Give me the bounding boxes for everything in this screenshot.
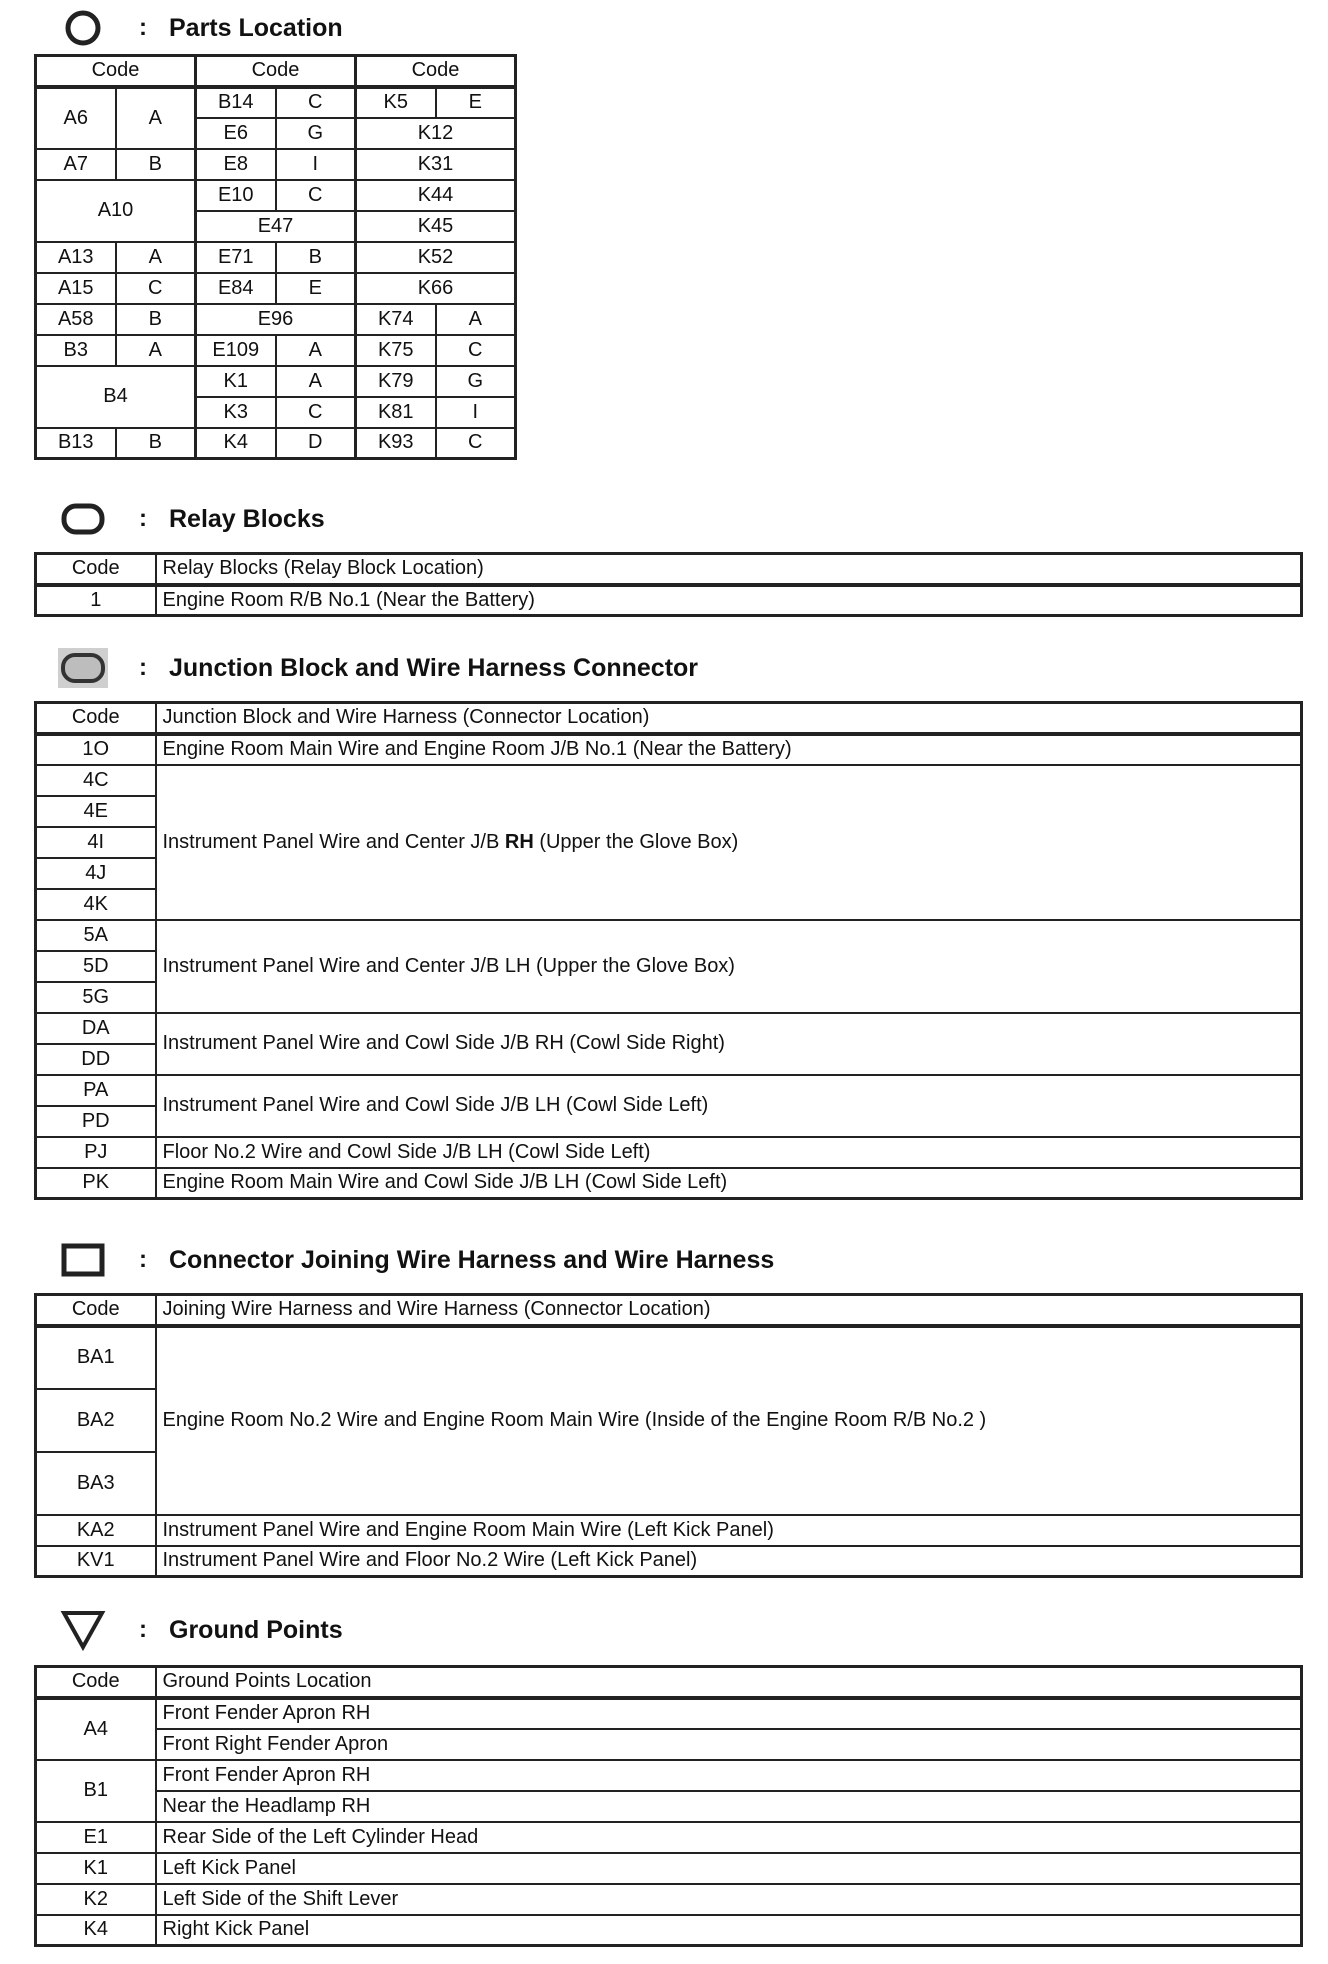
part-code: A7 [36, 149, 116, 180]
square-symbol-icon [55, 1238, 111, 1282]
part-location-letter: I [436, 397, 516, 428]
junction-code: 5G [36, 982, 156, 1013]
part-code: K12 [356, 118, 516, 149]
connector-code: KA2 [36, 1515, 156, 1546]
junction-code: PA [36, 1075, 156, 1106]
parts-location-table [34, 54, 517, 460]
part-code: K52 [356, 242, 516, 273]
table-row [36, 1515, 1302, 1546]
relay-blocks-heading [55, 497, 325, 541]
table-row [36, 1137, 1302, 1168]
column-header: Junction Block and Wire Harness (Connector Location) [156, 703, 1302, 734]
table-row [36, 180, 516, 211]
ground-location: Rear Side of the Left Cylinder Head [156, 1822, 1302, 1853]
section-title: Connector Joining Wire Harness and Wire Harness [169, 1245, 775, 1274]
column-header: Code [36, 56, 196, 87]
connector-code: BA2 [36, 1389, 156, 1452]
junction-code: 1O [36, 734, 156, 765]
ground-location: Front Right Fender Apron [156, 1729, 1302, 1760]
ground-points-heading [55, 1608, 343, 1652]
part-location-letter: C [276, 87, 356, 118]
junction-code: DA [36, 1013, 156, 1044]
table-row [36, 304, 516, 335]
ground-code: A4 [36, 1698, 156, 1760]
junction-code: PD [36, 1106, 156, 1137]
table-row [36, 366, 516, 397]
part-location-letter: B [116, 149, 196, 180]
part-code: B4 [36, 366, 196, 428]
relay-location: Engine Room R/B No.1 (Near the Battery) [156, 585, 1302, 616]
circle-symbol-icon [55, 6, 111, 50]
junction-code: PK [36, 1168, 156, 1199]
part-location-letter: G [436, 366, 516, 397]
table-header-row [36, 1667, 1302, 1698]
part-code: K4 [196, 428, 276, 459]
part-location-letter: A [276, 335, 356, 366]
part-code: K45 [356, 211, 516, 242]
part-location-letter: C [276, 397, 356, 428]
connector-location: Instrument Panel Wire and Floor No.2 Wire (Left Kick Panel) [156, 1546, 1302, 1577]
part-code: K31 [356, 149, 516, 180]
section-title: Relay Blocks [169, 504, 325, 533]
table-header-row [36, 1295, 1302, 1326]
column-header: Ground Points Location [156, 1667, 1302, 1698]
junction-location: Instrument Panel Wire and Cowl Side J/B RH (Cowl Side Right) [156, 1013, 1302, 1075]
ground-code: E1 [36, 1822, 156, 1853]
part-code: B3 [36, 335, 116, 366]
connector-code: BA3 [36, 1452, 156, 1515]
section-title: Ground Points [169, 1615, 343, 1644]
junction-code: 4I [36, 827, 156, 858]
column-header: Joining Wire Harness and Wire Harness (Connector Location) [156, 1295, 1302, 1326]
table-row [36, 1791, 1302, 1822]
part-location-letter: D [276, 428, 356, 459]
part-code: E10 [196, 180, 276, 211]
rounded-rectangle-symbol-icon [55, 497, 111, 541]
ground-location: Near the Headlamp RH [156, 1791, 1302, 1822]
connector-code: KV1 [36, 1546, 156, 1577]
part-code: A15 [36, 273, 116, 304]
junction-block-heading [55, 646, 698, 690]
table-header-row [36, 554, 1302, 585]
part-location-letter: A [436, 304, 516, 335]
part-code: K5 [356, 87, 436, 118]
part-code: K93 [356, 428, 436, 459]
connector-location: Instrument Panel Wire and Engine Room Main Wire (Left Kick Panel) [156, 1515, 1302, 1546]
part-code: E71 [196, 242, 276, 273]
part-code: E6 [196, 118, 276, 149]
ground-code: K2 [36, 1884, 156, 1915]
part-location-letter: A [116, 87, 196, 149]
table-row [36, 335, 516, 366]
column-header: Relay Blocks (Relay Block Location) [156, 554, 1302, 585]
part-location-letter: B [116, 428, 196, 459]
junction-location [156, 765, 1302, 920]
table-row [36, 1546, 1302, 1577]
connector-heading [55, 1238, 774, 1282]
part-code: E47 [196, 211, 356, 242]
part-location-letter: E [276, 273, 356, 304]
part-location-letter: A [276, 366, 356, 397]
table-row [36, 428, 516, 459]
connector-table [34, 1293, 1303, 1578]
column-header: Code [36, 1667, 156, 1698]
table-header-row [36, 56, 516, 87]
junction-code: 4E [36, 796, 156, 827]
table-row [36, 585, 1302, 616]
junction-location: Engine Room Main Wire and Cowl Side J/B LH (Cowl Side Left) [156, 1168, 1302, 1199]
heading-colon: : [139, 654, 147, 681]
column-header: Code [356, 56, 516, 87]
ground-location: Left Kick Panel [156, 1853, 1302, 1884]
part-location-letter: C [276, 180, 356, 211]
triangle-down-symbol-icon [55, 1608, 111, 1652]
ground-code: K1 [36, 1853, 156, 1884]
table-row [36, 273, 516, 304]
part-location-letter: A [116, 335, 196, 366]
part-code: B13 [36, 428, 116, 459]
part-code: E8 [196, 149, 276, 180]
junction-location: Instrument Panel Wire and Cowl Side J/B LH (Cowl Side Left) [156, 1075, 1302, 1137]
section-title: Parts Location [169, 13, 343, 42]
part-code: E96 [196, 304, 356, 335]
junction-code: PJ [36, 1137, 156, 1168]
ground-location: Front Fender Apron RH [156, 1760, 1302, 1791]
heading-colon: : [139, 14, 147, 41]
part-location-letter: E [436, 87, 516, 118]
ground-code: K4 [36, 1915, 156, 1946]
ground-location: Front Fender Apron RH [156, 1698, 1302, 1729]
part-code: E109 [196, 335, 276, 366]
part-location-letter: B [116, 304, 196, 335]
table-row [36, 734, 1302, 765]
junction-code: 4J [36, 858, 156, 889]
parts-location-heading [55, 6, 343, 50]
part-location-letter: I [276, 149, 356, 180]
table-row [36, 1698, 1302, 1729]
ground-location: Left Side of the Shift Lever [156, 1884, 1302, 1915]
ground-location: Right Kick Panel [156, 1915, 1302, 1946]
table-row [36, 87, 516, 118]
location-emphasis: RH [504, 830, 534, 853]
part-code: K3 [196, 397, 276, 428]
column-header: Code [196, 56, 356, 87]
table-row [36, 1326, 1302, 1389]
part-code: A10 [36, 180, 196, 242]
table-row [36, 1915, 1302, 1946]
junction-code: DD [36, 1044, 156, 1075]
junction-block-table [34, 701, 1303, 1200]
table-row [36, 1884, 1302, 1915]
connector-code: BA1 [36, 1326, 156, 1389]
table-row [36, 920, 1302, 951]
part-code: K79 [356, 366, 436, 397]
table-row [36, 1760, 1302, 1791]
junction-code: 5D [36, 951, 156, 982]
part-location-letter: C [116, 273, 196, 304]
junction-code: 5A [36, 920, 156, 951]
junction-code: 4C [36, 765, 156, 796]
part-code: K44 [356, 180, 516, 211]
heading-colon: : [139, 505, 147, 532]
junction-code: 4K [36, 889, 156, 920]
part-code: A58 [36, 304, 116, 335]
part-location-letter: A [116, 242, 196, 273]
heading-colon: : [139, 1246, 147, 1273]
part-location-letter: B [276, 242, 356, 273]
part-code: K66 [356, 273, 516, 304]
column-header: Code [36, 703, 156, 734]
part-location-letter: C [436, 335, 516, 366]
table-row [36, 1013, 1302, 1044]
part-code: A6 [36, 87, 116, 149]
part-code: K75 [356, 335, 436, 366]
part-code: B14 [196, 87, 276, 118]
connector-location: Engine Room No.2 Wire and Engine Room Main Wire (Inside of the Engine Room R/B No.2 ) [156, 1326, 1302, 1515]
location-text: (Upper the Glove Box) [533, 830, 739, 853]
part-code: K81 [356, 397, 436, 428]
part-code: A13 [36, 242, 116, 273]
ground-points-table [34, 1665, 1303, 1947]
junction-location: Engine Room Main Wire and Engine Room J/B No.1 (Near the Battery) [156, 734, 1302, 765]
table-header-row [36, 703, 1302, 734]
shaded-rounded-rectangle-symbol-icon [55, 646, 111, 690]
relay-blocks-table [34, 552, 1303, 617]
location-text: Instrument Panel Wire and Center J/B [162, 830, 505, 853]
section-title: Junction Block and Wire Harness Connector [169, 653, 699, 682]
junction-location: Floor No.2 Wire and Cowl Side J/B LH (Cowl Side Left) [156, 1137, 1302, 1168]
part-code: K1 [196, 366, 276, 397]
column-header: Code [36, 554, 156, 585]
column-header: Code [36, 1295, 156, 1326]
ground-code: B1 [36, 1760, 156, 1822]
table-row [36, 149, 516, 180]
table-row [36, 1853, 1302, 1884]
table-row [36, 1729, 1302, 1760]
relay-code: 1 [36, 585, 156, 616]
table-row [36, 1822, 1302, 1853]
heading-colon: : [139, 1616, 147, 1643]
table-row [36, 242, 516, 273]
junction-location: Instrument Panel Wire and Center J/B LH (Upper the Glove Box) [156, 920, 1302, 1013]
part-location-letter: C [436, 428, 516, 459]
part-code: K74 [356, 304, 436, 335]
table-row [36, 765, 1302, 796]
part-location-letter: G [276, 118, 356, 149]
table-row [36, 1168, 1302, 1199]
part-code: E84 [196, 273, 276, 304]
table-row [36, 1075, 1302, 1106]
